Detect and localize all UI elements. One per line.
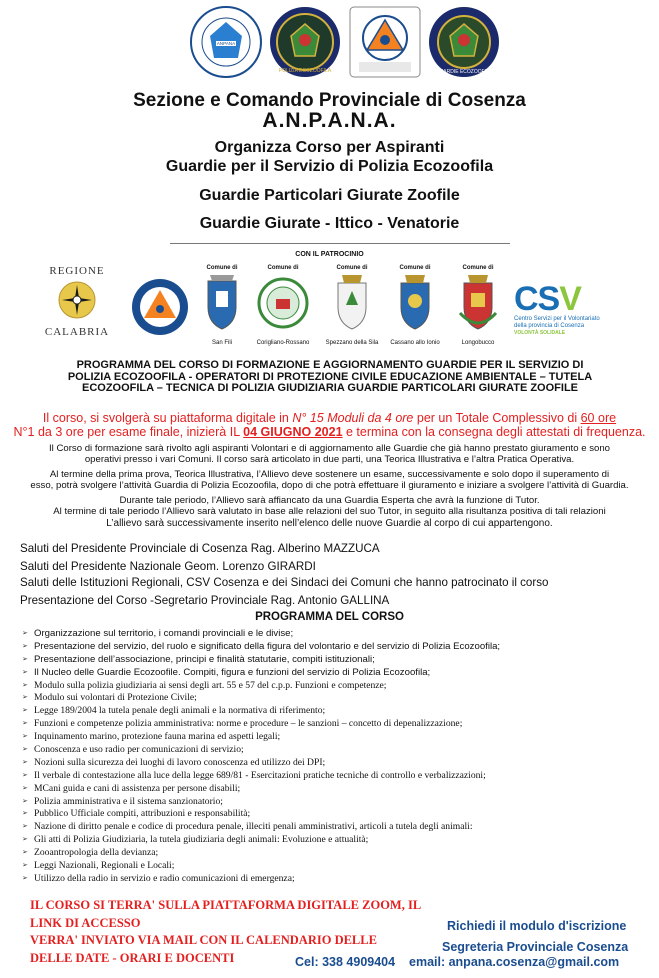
regione-calabria-logo [42,265,112,355]
top-logos [190,6,500,84]
divider [170,243,510,244]
list-item: ➢ Nozioni sulla sicurezza dei luoghi di lavoro conoscenza ed utilizzo dei DPI; [22,756,326,768]
paragraph-1: Il Corso di formazione sarà rivolto agli aspiranti Volontari e di aggiornamento alle Guardie che già hanno prestato giuramento e sono operativi presso i vari Comuni. Il corso sarà articolato in due parti, una Teorica Illustrativa e l’altra Pratica Operativa. [48,443,611,465]
bullet-icon: ➢ [22,784,28,792]
anpana-title: A.N.P.A.N.A. [262,109,397,132]
comune-cassano-allo-ionio [384,265,446,355]
csv-subtitle-2: della provincia di Cosenza [514,323,585,329]
section-title: Sezione e Comando Provinciale di Cosenza [133,90,526,111]
corigliano-rossano-label: Corigliano-Rossano [256,340,310,346]
list-item: ➢ Il verbale di contestazione alla luce della legge 689/81 - Esercitazioni pratiche tecniche di controllo e verbalizzazioni; [22,769,486,781]
course-line-1: Organizza Corso per Aspiranti [214,139,445,156]
bullet-icon: ➢ [22,797,28,805]
phone-number[interactable]: Cel: 338 4909404 [295,955,396,969]
list-item: ➢ Modulo sui volontari di Protezione Civile; [22,692,197,704]
saluti-4: Presentazione del Corso -Segretario Provinciale Rag. Antonio GALLINA [20,594,390,607]
comune-spezzano-della-sila [320,265,384,355]
comune-corigliano-rossano [250,265,316,355]
list-item: ➢ Nazione di diritto penale e codice di procedura penale, illeciti penali amministrativi, articoli a tutela degli animali: [22,821,473,833]
bullet-icon: ➢ [22,694,28,702]
spezzano-label: Spezzano della Sila [325,340,379,346]
bullet-icon: ➢ [22,823,28,831]
bullet-icon: ➢ [22,733,28,741]
list-item: ➢ Presentazione dell’associazione, principi e finalità statutarie, compiti istituzionali; [22,653,375,665]
list-item: ➢ Gli atti di Polizia Giudiziaria, la tutela giudiziaria degli animali: Evoluzione e attualità; [22,834,369,846]
bullet-icon: ➢ [22,862,28,870]
csv-subtitle: Centro Servizi per il Volontariato [514,316,600,322]
list-item: ➢ Legge 189/2004 la tutela penale degli animali e la normativa di riferimento; [22,705,326,717]
cassano-crest-icon [391,273,439,335]
anpana-logo [190,6,262,78]
list-item: ➢ Pubblico Ufficiale compiti, attribuzioni e responsabilità; [22,808,251,820]
list-item: ➢ Polizia amministrativa e il sistema sanzionatorio; [22,795,223,807]
richiedi-modulo: Richiedi il modulo d'iscrizione [447,919,627,933]
list-item: ➢ Presentazione del servizio, del ruolo e significato della figura del volontario e del servizio di Polizia Ecozoofila; [22,640,501,652]
bullet-icon: ➢ [22,720,28,728]
bullet-icon: ➢ [22,655,28,663]
calabria-label: CALABRIA [44,326,110,338]
list-item: ➢ Inquinamento marino, protezione fauna marina ed aspetti legali; [22,731,281,743]
corigliano-rossano-crest-icon [256,273,310,335]
bullet-icon: ➢ [22,668,28,676]
comune-label: Comune di [336,265,368,271]
svg-text:ANPANA: ANPANA [216,41,236,46]
cassano-label: Cassano allo Ionio [390,340,440,346]
list-item: ➢ Zooantropologia della devianza; [22,847,159,859]
guardie-ecozoofile-logo [428,6,500,78]
contact-line [295,955,655,969]
bullet-icon: ➢ [22,771,28,779]
bullet-icon: ➢ [22,758,28,766]
svg-text:GUARDIE ECOZOOFILE: GUARDIE ECOZOOFILE [435,69,493,75]
zoom-notice: IL CORSO SI TERRA' SULLA PIATTAFORMA DIGITALE ZOOM, IL LINK DI ACCESSO VERRA' INVIATO VIA MAIL CON IL CALENDARIO DELLE DELLE DATE - ORARI E DOCENTI [30,898,421,965]
list-item: ➢ Organizzazione sul territorio, i comandi provinciali e le divise; [22,628,294,639]
bullet-icon: ➢ [22,630,28,637]
paragraph-4: L’allievo sarà successivamente inserito nell’elenco delle nuove Guardie al corpo di cui appartengono. [106,518,553,529]
course-line-2: Guardie per il Servizio di Polizia Ecozoofila [165,158,494,175]
longobucco-crest-icon [454,273,502,335]
list-item: ➢ Leggi Nazionali, Regionali e Locali; [22,860,175,872]
san-fili-crest-icon [198,273,246,335]
san-fili-label: San Fili [211,340,232,346]
regione-emblem-icon [57,279,97,321]
programma-title: PROGRAMMA DEL CORSO DI FORMAZIONE E AGGIORNAMENTO GUARDIE PER IL SERVIZIO DI POLIZIA ECOZOOFILA - OPERATORI DI PROTEZIONE CIVILE EDUCAZIONE AMBIENTALE – TUTELA ECOZOOFILA – TECNICA DI POLIZIA GIUDIZIARIA GUARDIE PARTICOLARI GIURATE ZOOFILE [67,359,593,394]
bullet-icon: ➢ [22,681,28,689]
saluti-2: Saluti del Presidente Nazionale Geom. Lorenzo GIRARDI [20,560,316,573]
comune-label: Comune di [399,265,431,271]
saluti-3: Saluti delle Istituzioni Regionali, CSV Cosenza e dei Sindaci dei Comuni che hanno patrocinato il corso [20,576,549,589]
svg-text:POLIZIA ECOZOOFILA: POLIZIA ECOZOOFILA [279,68,332,74]
longobucco-label: Longobucco [461,340,495,346]
bullet-icon: ➢ [22,746,28,754]
comune-san-fili [194,265,250,355]
list-item: ➢ Conoscenza e uso radio per comunicazioni di servizio; [22,744,244,756]
bullet-icon: ➢ [22,874,28,882]
list-item: ➢ Modulo sulla polizia giudiziaria ai sensi degli art. 55 e 57 del c.p.p. Funzioni e competenze; [22,679,387,691]
list-item: ➢ Il Nucleo delle Guardie Ecozoofile. Compiti, figura e funzioni del servizio di Polizia Ecozoofila; [22,666,431,678]
list-item: ➢ Utilizzo della radio in servizio e radio comunicazioni di emergenza; [22,872,295,884]
segreteria-label: Segreteria Provinciale Cosenza [442,940,629,954]
email-link[interactable]: email: anpana.cosenza@gmail.com [409,955,620,969]
bullet-icon: ➢ [22,810,28,818]
paragraph-2: Al termine della prima prova, Teorica Illustrativa, l’Allievo deve sostenere un esame, successivamente e solo dopo il superamento di esso, potrà svolgere l’attività Guardia di Polizia Ecozoofila, dopo di che potrà effettuare il giuramento e iniziare a svolgere l’attività di Guardia. [30,469,629,491]
csv-tagline: VOLONTÀ SOLIDALE [514,330,566,336]
course-line-4: Guardie Giurate - Ittico - Venatorie [199,215,460,232]
saluti-1: Saluti del Presidente Provinciale di Cosenza Rag. Alberino MAZZUCA [20,542,380,555]
list-item: ➢ MCani guida e cani di assistenza per persone disabili; [22,782,241,794]
programma-heading: PROGRAMMA DEL CORSO [255,611,404,623]
protezione-civile-anpana-logo [349,6,421,78]
programma-list [22,628,642,886]
course-line-3: Guardie Particolari Giurate Zoofile [199,187,460,204]
comune-label: Comune di [267,265,299,271]
bullet-icon: ➢ [22,836,28,844]
csv-wordmark: CSV [514,280,581,318]
comune-label: Comune di [462,265,494,271]
polizia-ecozoofila-logo [269,6,341,78]
course-info: Il corso, si svolgerà su piattaforma digitale in N° 15 Moduli da 4 ore per un Totale Complessivo di 60 ore N°1 da 3 ore per esame finale, inizierà IL 04 GIUGNO 2021 e termina con la consegna degli attestati di frequenza. [13,411,646,439]
bullet-icon: ➢ [22,849,28,857]
regione-label: REGIONE [49,265,105,277]
patrocinio-label: CON IL PATROCINIO [295,251,364,258]
protezione-civile-calabria-logo [131,278,189,368]
comune-longobucco [450,265,506,355]
list-item: ➢ Funzioni e competenze polizia amministrativa: norme e procedure – le sanzioni – concetto di depenalizzazione; [22,718,463,730]
bullet-icon: ➢ [22,642,28,650]
paragraph-3: Durante tale periodo, l’Allievo sarà affiancato da una Guardia Esperta che avrà la funzione di Tutor. Al termine di tale periodo l’Allievo sarà valutato in base alle relazioni del suo Tutor, in seguito alla risultanza positiva di tali relazioni [53,495,606,517]
comune-label: Comune di [206,265,238,271]
bullet-icon: ➢ [22,707,28,715]
spezzano-crest-icon [328,273,376,335]
